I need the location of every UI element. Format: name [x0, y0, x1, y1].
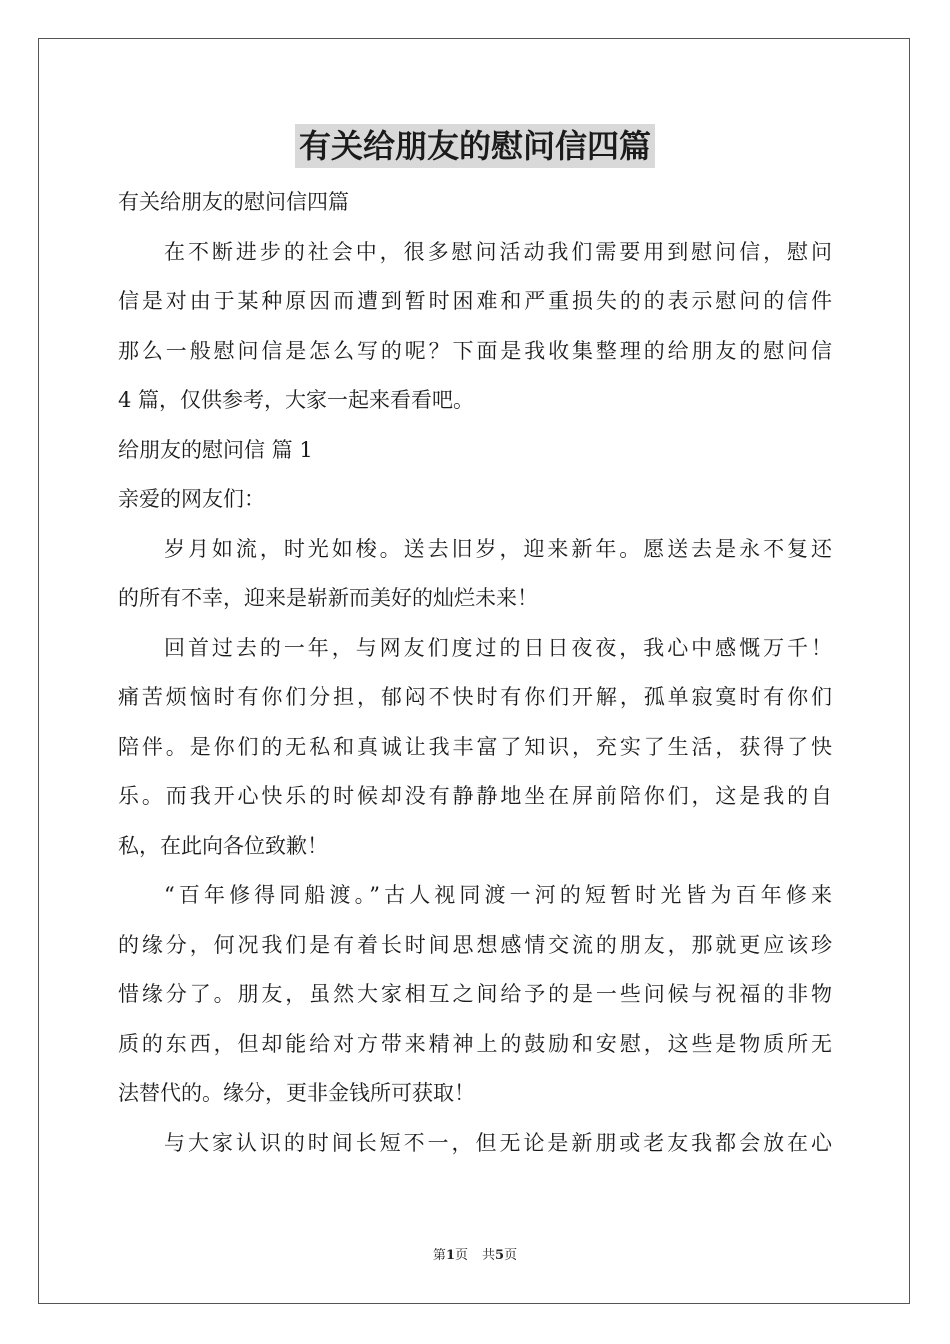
text-line: 法替代的。缘分，更非金钱所可获取！ [118, 1081, 475, 1105]
text-line: 在不断进步的社会中，很多慰问活动我们需要用到慰问信，慰问 [164, 239, 832, 264]
text-line: 给朋友的慰问信 篇 1 [118, 437, 313, 462]
footer-page-current: 1 [445, 1248, 455, 1263]
text-line: 有关给朋友的慰问信四篇 [118, 190, 349, 214]
text-line: 岁月如流，时光如梭。送去旧岁，迎来新年。愿送去是永不复还 [164, 536, 832, 561]
text-line: 质的东西，但却能给对方带来精神上的鼓励和安慰，这些是物质所无 [118, 1031, 832, 1056]
page-footer [0, 1246, 950, 1266]
footer-page-label: 页 [454, 1248, 468, 1263]
text-line: 陪伴。是你们的无私和真诚让我丰富了知识，充实了生活，获得了快 [118, 734, 832, 759]
text-line: 信是对由于某种原因而遭到暂时困难和严重损失的的表示慰问的信件 [118, 289, 832, 313]
footer-page-total: 5 [495, 1248, 505, 1263]
text-line: 惜缘分了。朋友，虽然大家相互之间给予的是一些问候与祝福的非物 [118, 982, 832, 1006]
text-line: 痛苦烦恼时有你们分担，郁闷不快时有你们开解，孤单寂寞时有你们 [118, 685, 832, 709]
text-line: 回首过去的一年，与网友们度过的日日夜夜，我心中感慨万千！ [164, 635, 832, 660]
text-line: 的缘分，何况我们是有着长时间思想感情交流的朋友，那就更应该珍 [118, 932, 832, 957]
text-line: 与大家认识的时间长短不一，但无论是新朋或老友我都会放在心 [164, 1130, 832, 1155]
footer-total-prefix: 共 [482, 1248, 496, 1263]
text-line: 4 篇，仅供参考，大家一起来看看吧。 [118, 388, 475, 412]
text-line: 的所有不幸，迎来是崭新而美好的灿烂未来！ [118, 586, 538, 610]
document-title: 有关给朋友的慰问信四篇 [295, 124, 655, 168]
text-line: “百年修得同船渡。”古人视同渡一河的短暂时光皆为百年修来 [164, 883, 832, 907]
text-line: 那么一般慰问信是怎么写的呢？下面是我收集整理的给朋友的慰问信 [118, 338, 832, 363]
document-body [118, 178, 832, 1168]
text-line: 亲爱的网友们： [118, 487, 265, 511]
text-line: 私，在此向各位致歉！ [118, 833, 328, 858]
footer-total-suffix: 页 [504, 1248, 518, 1263]
text-line: 乐。而我开心快乐的时候却没有静静地坐在屏前陪你们，这是我的自 [118, 784, 832, 808]
footer-page-prefix: 第 [432, 1248, 446, 1263]
title-container [0, 124, 950, 168]
